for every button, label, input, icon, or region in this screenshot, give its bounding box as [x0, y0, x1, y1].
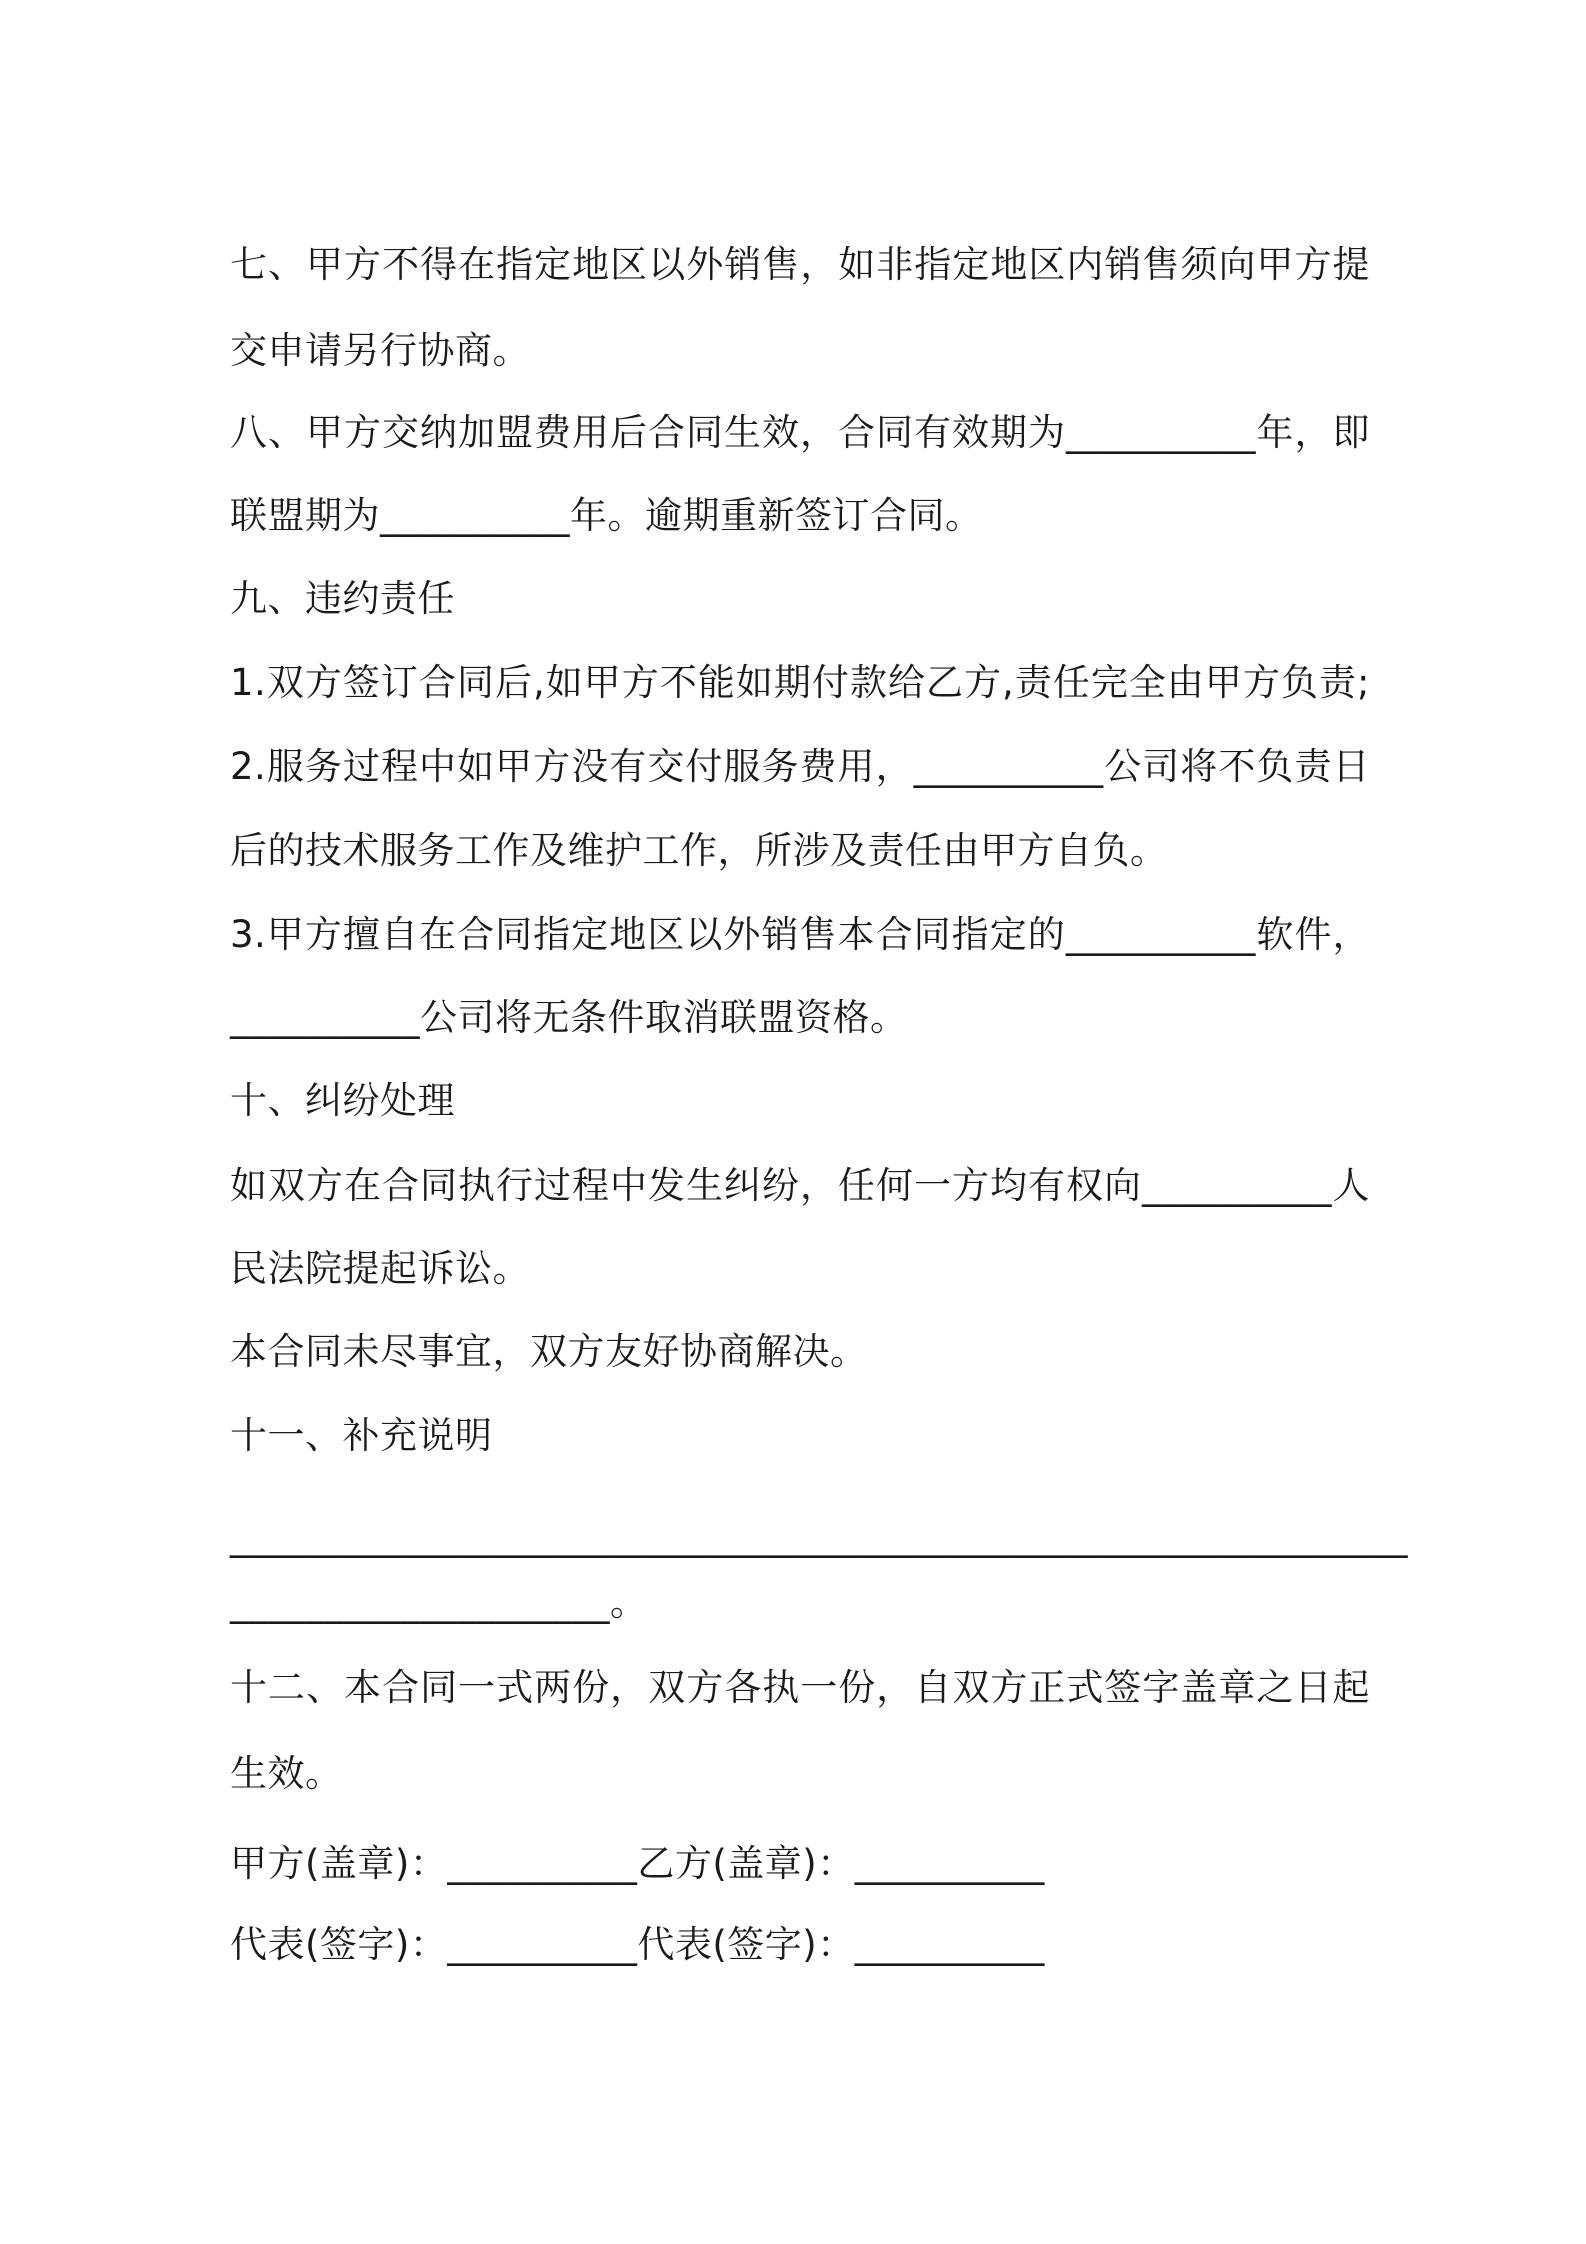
clause-7-line-2: 交申请另行协商。	[230, 329, 530, 372]
clause-12-line-2: 生效。	[230, 1752, 343, 1795]
clause-11-heading: 十一、补充说明	[230, 1414, 493, 1457]
clause-9-item-3-line-2: __________公司将无条件取消联盟资格。	[230, 996, 908, 1039]
clause-10-line-3: 本合同未尽事宜，双方友好协商解决。	[230, 1330, 868, 1373]
clause-9-heading: 九、违约责任	[230, 577, 455, 620]
clause-7-line-1: 七、甲方不得在指定地区以外销售，如非指定地区内销售须向甲方提	[230, 243, 1370, 286]
clause-9-item-1: 1.双方签订合同后,如甲方不能如期付款给乙方,责任完全由甲方负责;	[230, 661, 1370, 704]
clause-8-line-2: 联盟期为__________年。逾期重新签订合同。	[230, 494, 983, 537]
signature-representative-line: 代表(签字)：__________代表(签字)：__________	[230, 1923, 1045, 1966]
clause-9-item-2-line-2: 后的技术服务工作及维护工作，所涉及责任由甲方自负。	[230, 829, 1168, 872]
signature-seal-line: 甲方(盖章)：__________乙方(盖章)：__________	[230, 1842, 1045, 1885]
clause-11-blank-line-1: ______________________________________________________________	[230, 1515, 1408, 1558]
clause-10-heading: 十、纠纷处理	[230, 1079, 455, 1122]
clause-10-line-2: 民法院提起诉讼。	[230, 1247, 530, 1290]
clause-9-item-2-line-1: 2.服务过程中如甲方没有交付服务费用，__________公司将不负责日	[230, 745, 1370, 788]
clause-10-line-1: 如双方在合同执行过程中发生纠纷，任何一方均有权向__________人	[230, 1164, 1370, 1207]
clause-9-item-3-line-1: 3.甲方擅自在合同指定地区以外销售本合同指定的__________软件，	[230, 913, 1370, 956]
clause-8-line-1: 八、甲方交纳加盟费用后合同生效，合同有效期为__________年，即	[230, 411, 1370, 454]
clause-11-blank-line-2: ____________________。	[230, 1581, 648, 1624]
clause-12-line-1: 十二、本合同一式两份，双方各执一份，自双方正式签字盖章之日起	[230, 1666, 1370, 1709]
